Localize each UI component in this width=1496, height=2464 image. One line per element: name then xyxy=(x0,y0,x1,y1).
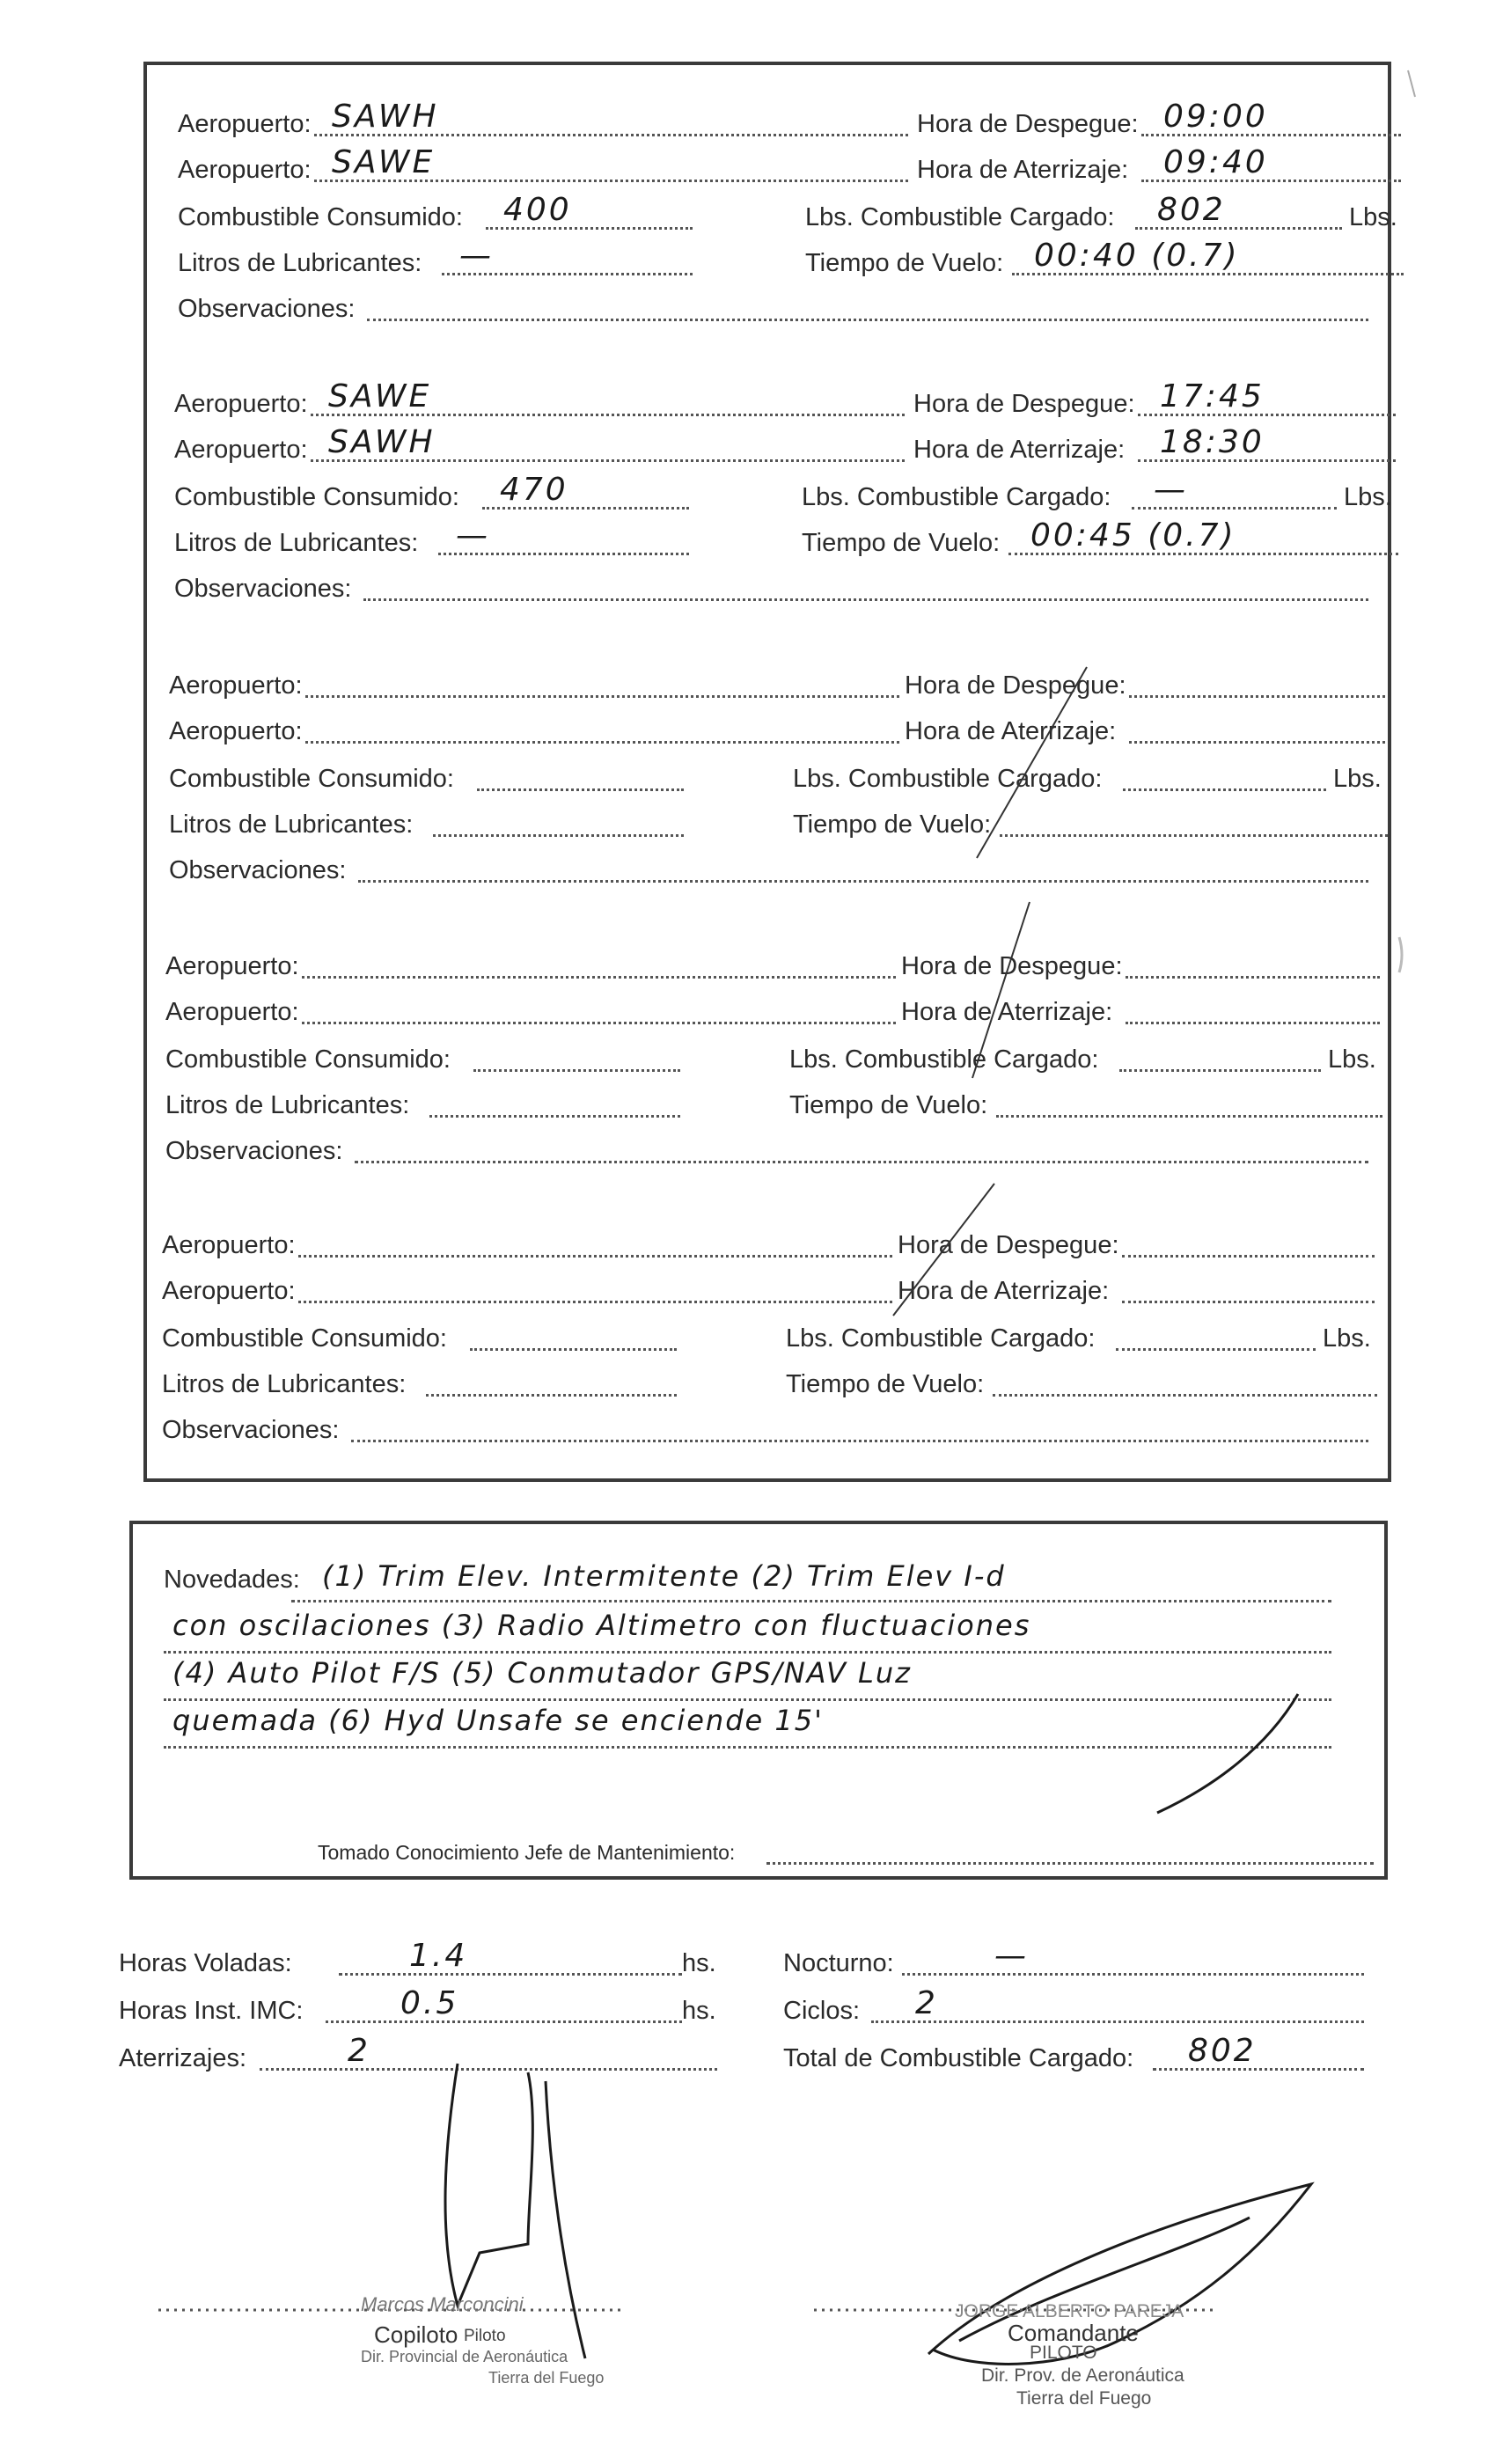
ciclos-value: 2 xyxy=(915,1985,938,2021)
hora-aterrizaje-label: Hora de Aterrizaje: xyxy=(898,1277,1110,1305)
comandante-role2: PILOTO xyxy=(1030,2343,1097,2363)
hora-despegue-label: Hora de Despegue: xyxy=(901,952,1123,980)
aeropuerto-origen-label: Aeropuerto: xyxy=(174,390,308,418)
copiloto-org2: Tierra del Fuego xyxy=(488,2369,605,2387)
combustible-consumido-value: 400 xyxy=(503,192,572,228)
hora-aterrizaje-value: 09:40 xyxy=(1163,144,1268,180)
aterrizajes-value: 2 xyxy=(348,2033,370,2069)
litros-lubricantes-label: Litros de Lubricantes: xyxy=(165,1091,410,1119)
novedades-text-4: quemada (6) Hyd Unsafe se enciende 15' xyxy=(172,1704,824,1737)
hora-aterrizaje-label: Hora de Aterrizaje: xyxy=(905,717,1117,745)
hora-despegue-label: Hora de Despegue: xyxy=(913,390,1135,418)
aeropuerto-destino-label: Aeropuerto: xyxy=(169,717,303,745)
tomado-label: Tomado Conocimiento Jefe de Mantenimiento: xyxy=(318,1841,736,1864)
copiloto-org1: Dir. Provincial de Aeronáutica xyxy=(361,2348,568,2365)
combustible-consumido-label: Combustible Consumido: xyxy=(169,765,454,793)
combustible-consumido-label: Combustible Consumido: xyxy=(162,1324,447,1353)
tiempo-vuelo-label: Tiempo de Vuelo: xyxy=(789,1091,988,1119)
combustible-consumido-label: Combustible Consumido: xyxy=(165,1045,451,1074)
lbs-unit: Lbs. xyxy=(1349,203,1397,231)
nocturno-value: — xyxy=(994,1938,1029,1974)
aeropuerto-destino-value: SAWE xyxy=(332,144,436,180)
aeropuerto-destino-label: Aeropuerto: xyxy=(165,998,299,1026)
hora-despegue-value: 17:45 xyxy=(1160,378,1265,414)
observaciones-label: Observaciones: xyxy=(165,1137,343,1165)
aeropuerto-origen-label: Aeropuerto: xyxy=(178,110,312,138)
litros-lubricantes-value: — xyxy=(459,238,494,274)
lbs-combustible-cargado-label: Lbs. Combustible Cargado: xyxy=(789,1045,1099,1074)
aeropuerto-destino-label: Aeropuerto: xyxy=(178,156,312,184)
observaciones-label: Observaciones: xyxy=(169,856,347,884)
hora-aterrizaje-label: Hora de Aterrizaje: xyxy=(901,998,1113,1026)
aeropuerto-origen-label: Aeropuerto: xyxy=(169,671,303,700)
combustible-consumido-label: Combustible Consumido: xyxy=(174,483,459,511)
total-comb-value: 802 xyxy=(1188,2033,1257,2069)
hora-despegue-label: Hora de Despegue: xyxy=(898,1231,1119,1259)
combustible-consumido-value: 470 xyxy=(500,472,568,508)
novedades-label: Novedades: xyxy=(164,1566,300,1594)
lbs-combustible-cargado-value: — xyxy=(1154,472,1188,508)
observaciones-label: Observaciones: xyxy=(174,575,352,603)
litros-lubricantes-value: — xyxy=(456,517,490,554)
aeropuerto-origen-label: Aeropuerto: xyxy=(162,1231,296,1259)
horas-voladas-value: 1.4 xyxy=(409,1938,468,1974)
litros-lubricantes-label: Litros de Lubricantes: xyxy=(162,1370,407,1398)
lbs-unit: Lbs. xyxy=(1328,1045,1376,1074)
hora-aterrizaje-value: 18:30 xyxy=(1160,424,1265,460)
horas-voladas-unit: hs. xyxy=(682,1949,716,1977)
horas-inst-label: Horas Inst. IMC: xyxy=(119,1997,304,2025)
nocturno-label: Nocturno: xyxy=(783,1949,894,1977)
lbs-combustible-cargado-label: Lbs. Combustible Cargado: xyxy=(786,1324,1096,1353)
hora-despegue-label: Hora de Despegue: xyxy=(917,110,1139,138)
horas-inst-value: 0.5 xyxy=(400,1985,459,2021)
tiempo-vuelo-label: Tiempo de Vuelo: xyxy=(786,1370,985,1398)
horas-voladas-label: Horas Voladas: xyxy=(119,1949,292,1977)
aeropuerto-destino-label: Aeropuerto: xyxy=(174,436,308,464)
lbs-unit: Lbs. xyxy=(1344,483,1392,511)
lbs-unit: Lbs. xyxy=(1323,1324,1371,1353)
novedades-text-1: (1) Trim Elev. Intermitente (2) Trim Elev I-d xyxy=(322,1559,1006,1593)
hora-aterrizaje-label: Hora de Aterrizaje: xyxy=(913,436,1126,464)
litros-lubricantes-label: Litros de Lubricantes: xyxy=(169,810,414,839)
copiloto-role2: Piloto xyxy=(464,2327,506,2345)
aeropuerto-origen-value: SAWH xyxy=(332,99,439,135)
comandante-org1: Dir. Prov. de Aeronáutica xyxy=(981,2365,1184,2386)
tiempo-vuelo-label: Tiempo de Vuelo: xyxy=(805,249,1004,277)
novedades-text-3: (4) Auto Pilot F/S (5) Conmutador GPS/NAV Luz xyxy=(172,1656,912,1690)
combustible-consumido-label: Combustible Consumido: xyxy=(178,203,463,231)
ciclos-label: Ciclos: xyxy=(783,1997,861,2025)
aterrizajes-label: Aterrizajes: xyxy=(119,2044,247,2072)
tiempo-vuelo-value: 00:40 (0.7) xyxy=(1034,238,1240,274)
aeropuerto-destino-value: SAWH xyxy=(328,424,436,460)
hora-despegue-value: 09:00 xyxy=(1163,99,1268,135)
tiempo-vuelo-label: Tiempo de Vuelo: xyxy=(802,529,1001,557)
lbs-unit: Lbs. xyxy=(1333,765,1382,793)
tiempo-vuelo-label: Tiempo de Vuelo: xyxy=(793,810,992,839)
comandante-org2: Tierra del Fuego xyxy=(1016,2388,1152,2409)
comandante-role: Comandante xyxy=(1008,2320,1139,2346)
aeropuerto-destino-label: Aeropuerto: xyxy=(162,1277,296,1305)
comandante-name: JORGE ALBERTO PAREJA xyxy=(955,2301,1184,2321)
lbs-combustible-cargado-label: Lbs. Combustible Cargado: xyxy=(793,765,1103,793)
hora-despegue-label: Hora de Despegue: xyxy=(905,671,1126,700)
litros-lubricantes-label: Litros de Lubricantes: xyxy=(178,249,422,277)
tiempo-vuelo-value: 00:45 (0.7) xyxy=(1030,517,1236,554)
copiloto-name: Marcos Marconcini xyxy=(361,2293,524,2315)
aeropuerto-origen-value: SAWE xyxy=(328,378,432,414)
lbs-combustible-cargado-value: 802 xyxy=(1157,192,1226,228)
copiloto-role: Copiloto xyxy=(374,2321,458,2348)
observaciones-label: Observaciones: xyxy=(178,295,356,323)
total-comb-label: Total de Combustible Cargado: xyxy=(783,2044,1134,2072)
litros-lubricantes-label: Litros de Lubricantes: xyxy=(174,529,419,557)
aeropuerto-origen-label: Aeropuerto: xyxy=(165,952,299,980)
novedades-text-2: con oscilaciones (3) Radio Altimetro con fluctuaciones xyxy=(172,1609,1031,1642)
lbs-combustible-cargado-label: Lbs. Combustible Cargado: xyxy=(802,483,1111,511)
observaciones-label: Observaciones: xyxy=(162,1416,340,1444)
hora-aterrizaje-label: Hora de Aterrizaje: xyxy=(917,156,1129,184)
lbs-combustible-cargado-label: Lbs. Combustible Cargado: xyxy=(805,203,1115,231)
horas-inst-unit: hs. xyxy=(682,1997,716,2025)
